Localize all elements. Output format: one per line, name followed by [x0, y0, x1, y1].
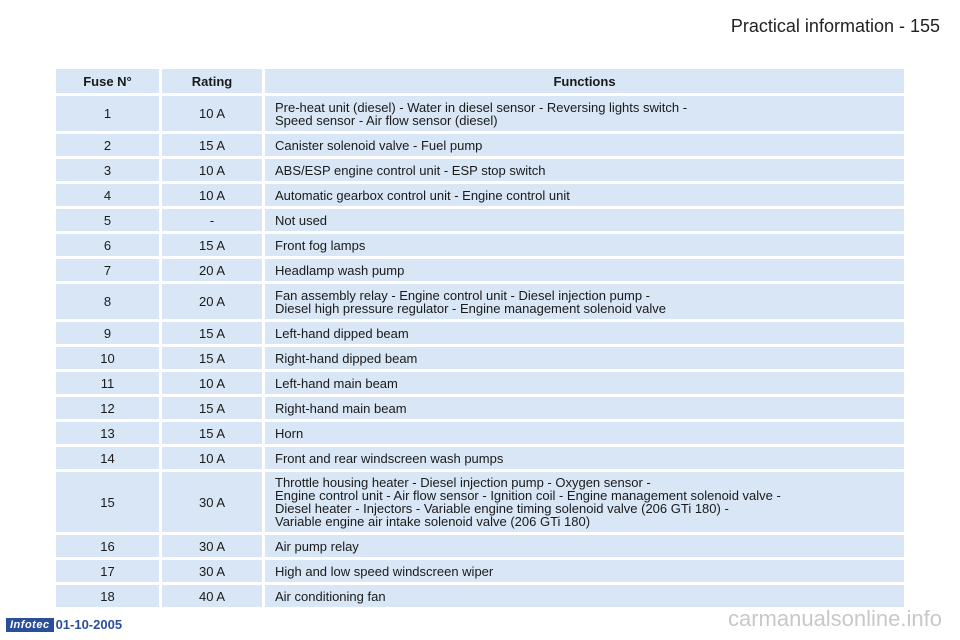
fuse-table — [56, 66, 904, 610]
fuse-number-cell: 18 — [56, 585, 159, 607]
rating-cell: 10 A — [159, 372, 262, 394]
fuse-number-cell: 14 — [56, 447, 159, 469]
fuse-number-cell: 15 — [56, 472, 159, 532]
column-header-functions: Functions — [262, 69, 904, 93]
functions-cell: Air conditioning fan — [262, 585, 904, 607]
table-row — [56, 422, 904, 444]
rating-cell: 40 A — [159, 585, 262, 607]
rating-cell: 10 A — [159, 159, 262, 181]
table-row — [56, 560, 904, 582]
fuse-number-cell: 2 — [56, 134, 159, 156]
rating-cell: - — [159, 209, 262, 231]
functions-cell: Air pump relay — [262, 535, 904, 557]
table-row — [56, 134, 904, 156]
table-row — [56, 472, 904, 532]
functions-cell: Right-hand dipped beam — [262, 347, 904, 369]
functions-cell: High and low speed windscreen wiper — [262, 560, 904, 582]
table-row — [56, 585, 904, 607]
functions-cell: ABS/ESP engine control unit - ESP stop switch — [262, 159, 904, 181]
rating-cell: 15 A — [159, 422, 262, 444]
functions-cell: Right-hand main beam — [262, 397, 904, 419]
column-header-fuse-number: Fuse N° — [56, 69, 159, 93]
fuse-number-cell: 17 — [56, 560, 159, 582]
functions-cell: Fan assembly relay - Engine control unit - Diesel injection pump - Diesel high pressure regulator - Engine management solenoid valve — [262, 284, 904, 319]
footer-date: 01-10-2005 — [55, 617, 123, 632]
fuse-number-cell: 12 — [56, 397, 159, 419]
fuse-number-cell: 3 — [56, 159, 159, 181]
fuse-number-cell: 7 — [56, 259, 159, 281]
watermark: carmanualsonline.info — [727, 606, 942, 631]
table-row — [56, 535, 904, 557]
rating-cell: 30 A — [159, 535, 262, 557]
table-row — [56, 159, 904, 181]
functions-cell: Not used — [262, 209, 904, 231]
fuse-number-cell: 16 — [56, 535, 159, 557]
table-row — [56, 96, 904, 131]
functions-cell: Pre-heat unit (diesel) - Water in diesel sensor - Reversing lights switch - Speed sensor - Air flow sensor (diesel) — [262, 96, 904, 131]
rating-cell: 15 A — [159, 134, 262, 156]
rating-cell: 15 A — [159, 234, 262, 256]
table-row — [56, 322, 904, 344]
table-row — [56, 284, 904, 319]
fuse-number-cell: 6 — [56, 234, 159, 256]
rating-cell: 10 A — [159, 184, 262, 206]
functions-cell: Automatic gearbox control unit - Engine control unit — [262, 184, 904, 206]
infotec-logo: Infotec — [6, 618, 54, 632]
rating-cell: 15 A — [159, 397, 262, 419]
functions-cell: Horn — [262, 422, 904, 444]
page-title: Practical information - 155 — [730, 16, 940, 36]
rating-cell: 15 A — [159, 347, 262, 369]
fuse-number-cell: 11 — [56, 372, 159, 394]
rating-cell: 15 A — [159, 322, 262, 344]
table-row — [56, 259, 904, 281]
fuse-number-cell: 4 — [56, 184, 159, 206]
rating-cell: 30 A — [159, 560, 262, 582]
fuse-number-cell: 5 — [56, 209, 159, 231]
rating-cell: 30 A — [159, 472, 262, 532]
fuse-number-cell: 1 — [56, 96, 159, 131]
rating-cell: 20 A — [159, 284, 262, 319]
functions-cell: Throttle housing heater - Diesel injection pump - Oxygen sensor - Engine control unit - Air flow sensor - Ignition coil - Engine management solenoid valve - Diesel heater - Injectors - Variable engine timing solenoid valve (206 GTi 180) - Variable engine air intake solenoid valve (206 GTi 180) — [262, 472, 904, 532]
rating-cell: 10 A — [159, 447, 262, 469]
table-row — [56, 184, 904, 206]
functions-cell: Left-hand dipped beam — [262, 322, 904, 344]
functions-cell: Front fog lamps — [262, 234, 904, 256]
table-row — [56, 447, 904, 469]
rating-cell: 10 A — [159, 96, 262, 131]
fuse-number-cell: 8 — [56, 284, 159, 319]
rating-cell: 20 A — [159, 259, 262, 281]
table-row — [56, 234, 904, 256]
functions-cell: Canister solenoid valve - Fuel pump — [262, 134, 904, 156]
table-header-row — [56, 69, 904, 93]
fuse-number-cell: 10 — [56, 347, 159, 369]
functions-cell: Left-hand main beam — [262, 372, 904, 394]
table-row — [56, 209, 904, 231]
footer — [6, 617, 122, 632]
table-row — [56, 397, 904, 419]
functions-cell: Front and rear windscreen wash pumps — [262, 447, 904, 469]
table-row — [56, 347, 904, 369]
fuse-number-cell: 9 — [56, 322, 159, 344]
table-row — [56, 372, 904, 394]
fuse-number-cell: 13 — [56, 422, 159, 444]
functions-cell: Headlamp wash pump — [262, 259, 904, 281]
column-header-rating: Rating — [159, 69, 262, 93]
